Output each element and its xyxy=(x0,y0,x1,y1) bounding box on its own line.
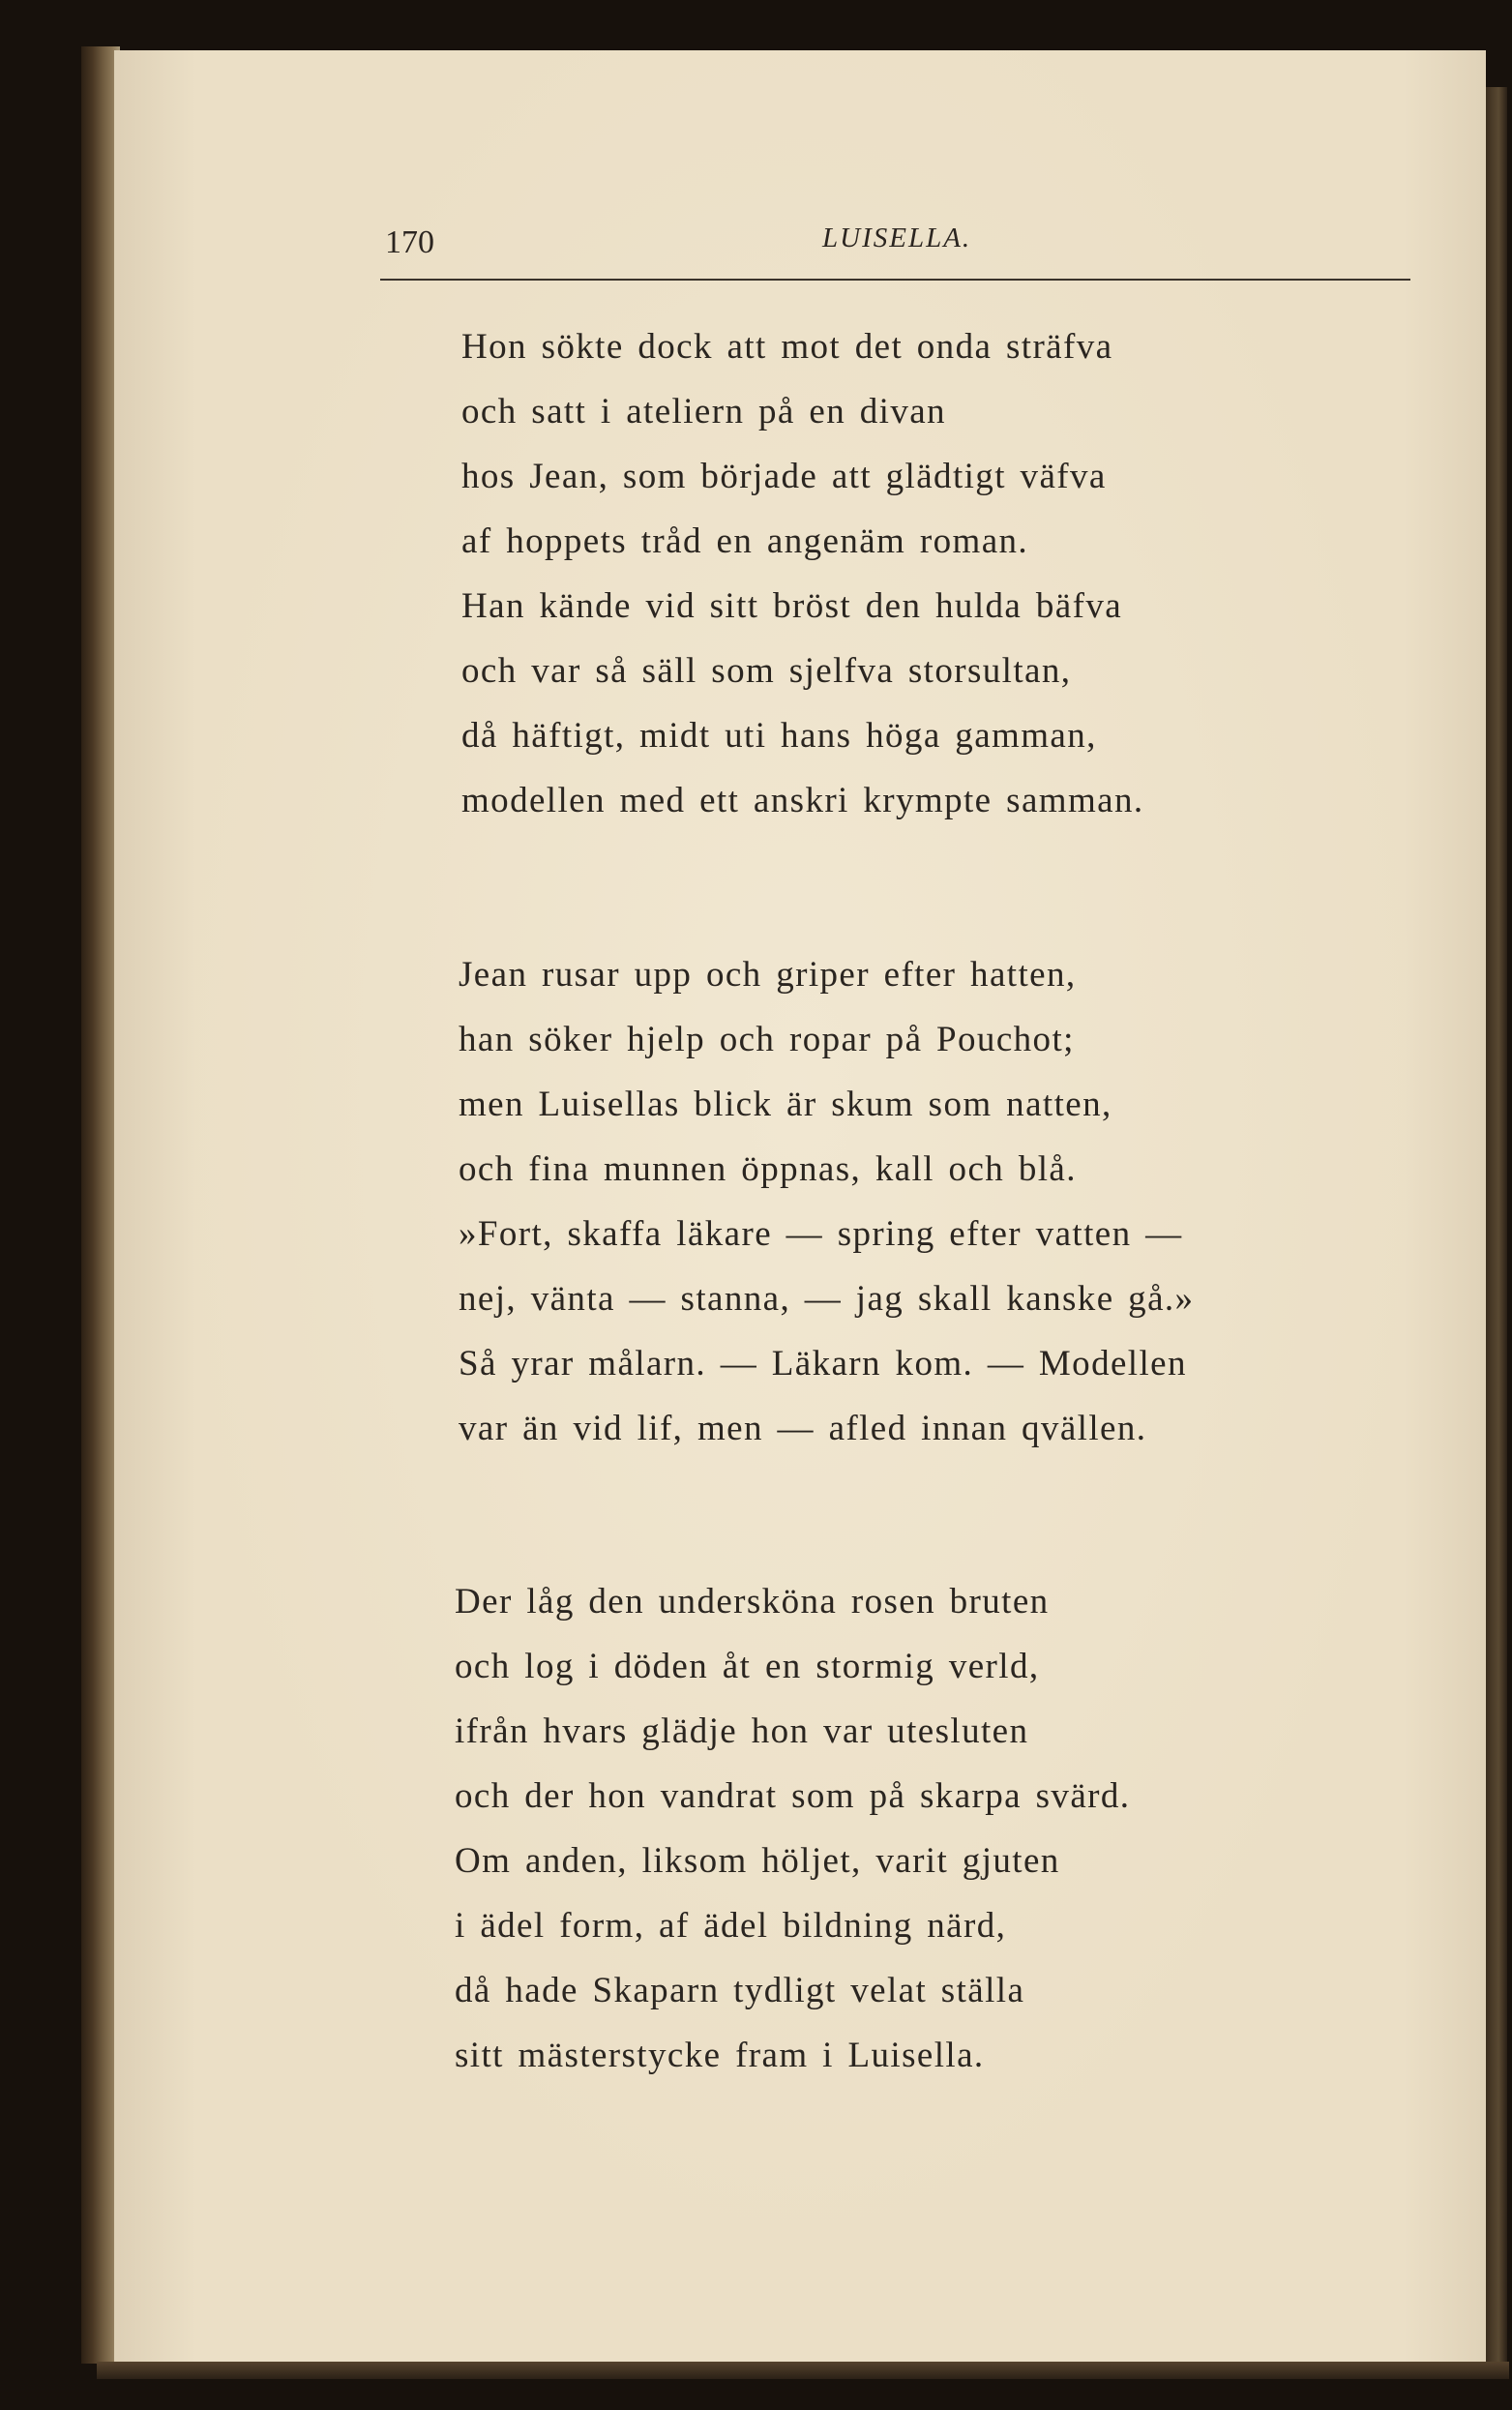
stanza-2 xyxy=(459,942,1194,1461)
running-head: LUISELLA. xyxy=(822,223,972,253)
verse-line: Så yrar målarn. — Läkarn kom. — Modellen xyxy=(459,1344,1187,1384)
verse-line: sitt mästerstycke fram i Luisella. xyxy=(455,2036,985,2075)
verse-line: var än vid lif, men — afled innan qvällen. xyxy=(459,1409,1147,1448)
page-number: 170 xyxy=(385,224,434,260)
verse-line: och satt i ateliern på en divan xyxy=(461,392,946,431)
verse-line: och der hon vandrat som på skarpa svärd. xyxy=(455,1776,1131,1816)
stanza-3 xyxy=(455,1569,1130,2088)
verse-line: af hoppets tråd en angenäm roman. xyxy=(461,521,1029,561)
verse-line: Han kände vid sitt bröst den hulda bäfva xyxy=(461,586,1123,626)
verse-line: Jean rusar upp och griper efter hatten, xyxy=(459,955,1077,995)
verse-line: nej, vänta — stanna, — jag skall kanske gå.» xyxy=(459,1279,1195,1319)
verse-line: då häftigt, midt uti hans höga gamman, xyxy=(461,716,1097,756)
verse-line: och log i döden åt en stormig verld, xyxy=(455,1647,1040,1686)
verse-line: Der låg den undersköna rosen bruten xyxy=(455,1582,1050,1622)
verse-line: Om anden, liksom höljet, varit gjuten xyxy=(455,1841,1060,1881)
verse-line: i ädel form, af ädel bildning närd, xyxy=(455,1906,1007,1946)
page-edge-right xyxy=(1486,87,1507,2370)
verse-line: och var så säll som sjelfva storsultan, xyxy=(461,651,1072,691)
verse-line: men Luisellas blick är skum som natten, xyxy=(459,1085,1112,1124)
verse-line: ifrån hvars glädje hon var utesluten xyxy=(455,1711,1029,1751)
verse-line: hos Jean, som började att glädtigt väfva xyxy=(461,457,1107,496)
verse-line: han söker hjelp och ropar på Pouchot; xyxy=(459,1020,1075,1059)
stanza-1 xyxy=(461,314,1144,833)
verse-line: Hon sökte dock att mot det onda sträfva xyxy=(461,327,1113,367)
header-rule xyxy=(380,279,1410,281)
verse-line: och fina munnen öppnas, kall och blå. xyxy=(459,1149,1077,1189)
verse-line: »Fort, skaffa läkare — spring efter vatten — xyxy=(459,1214,1183,1254)
verse-line: då hade Skaparn tydligt velat ställa xyxy=(455,1971,1025,2010)
verse-line: modellen med ett anskri krympte samman. xyxy=(461,781,1144,820)
page-edge-bottom xyxy=(97,2362,1509,2379)
